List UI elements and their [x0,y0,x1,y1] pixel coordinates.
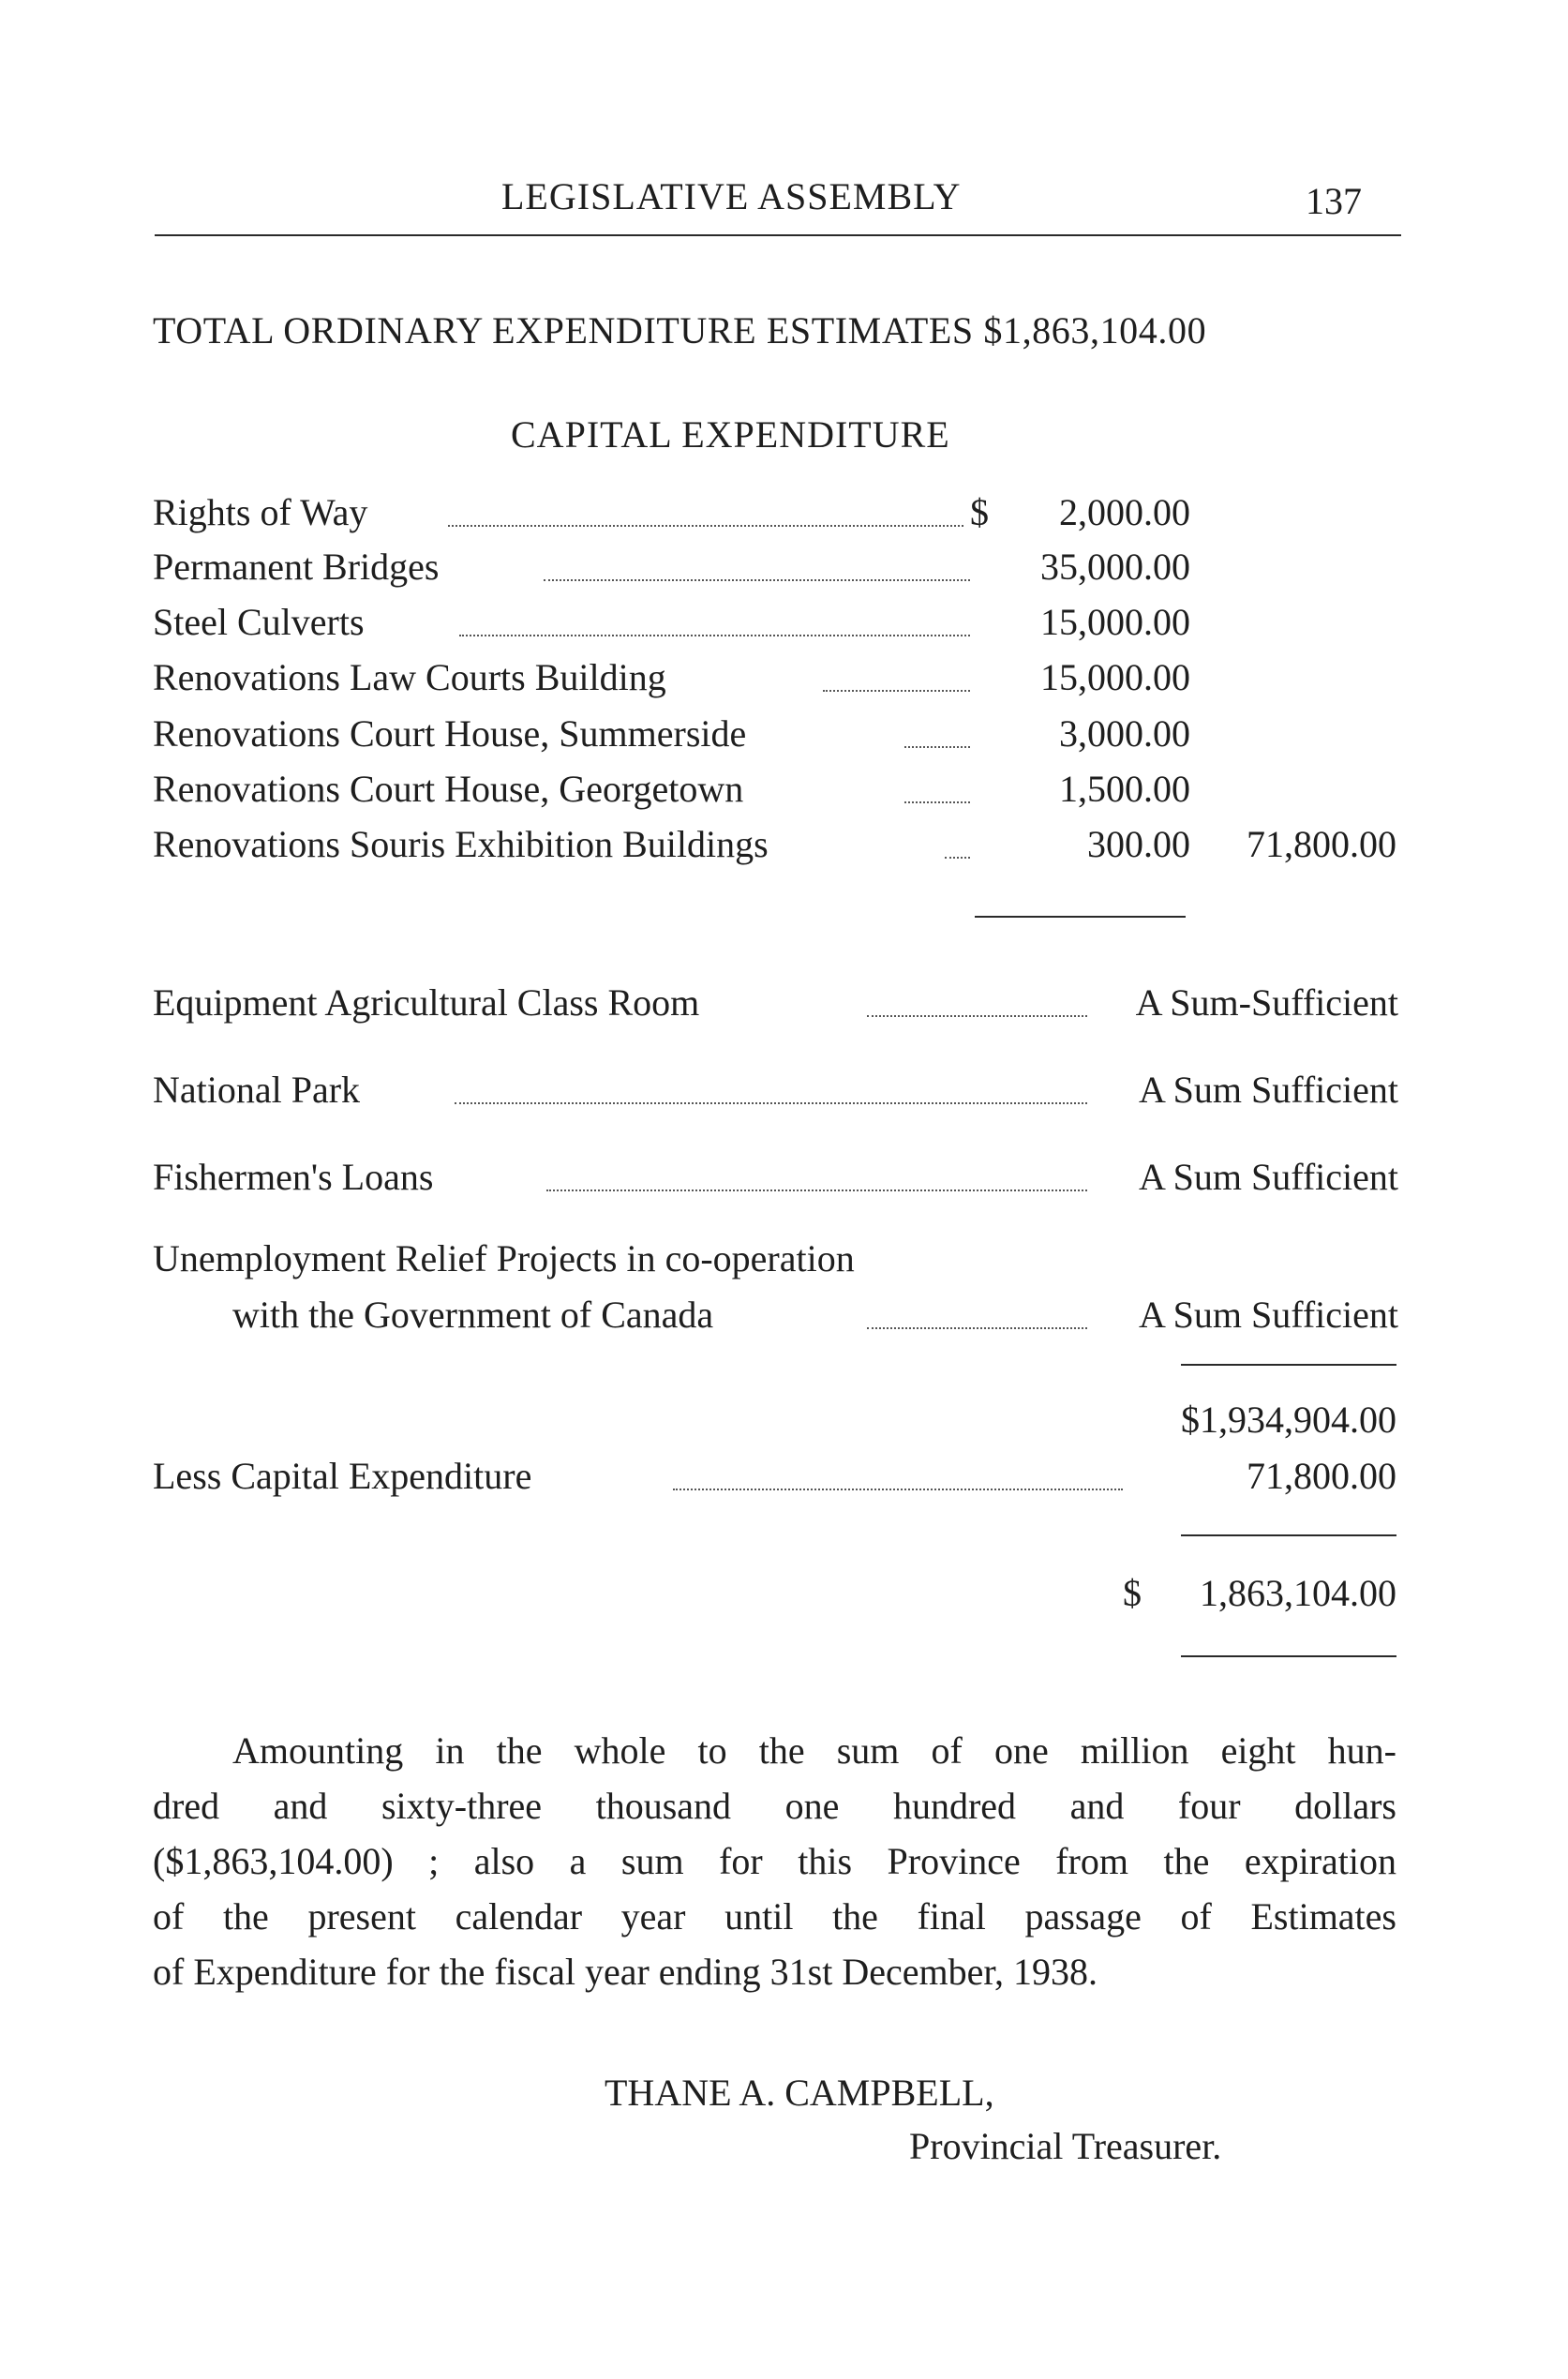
capital-item-label: Renovations Court House, Georgetown [153,768,744,810]
paragraph-line: of Expenditure for the fiscal year ending 31st December, 1938. [153,1951,1098,1993]
net-underline-rule [1181,1655,1396,1657]
gross-rule [1181,1364,1396,1366]
leader-dots [455,1102,1087,1104]
net-dollar-sign: $ [1123,1572,1142,1614]
sum-item-value: A Sum-Sufficient [1135,981,1398,1024]
signatory-name: THANE A. CAMPBELL, [605,2072,994,2114]
capital-item-amount: 35,000.00 [1040,546,1190,588]
leader-dots [904,746,970,748]
paragraph-line: Amounting in the whole to the sum of one million eight hun- [232,1729,1396,1772]
sum-item-label: Unemployment Relief Projects in co-operation [153,1237,855,1279]
capital-item-label: Steel Culverts [153,601,365,643]
capital-item-amount: 2,000.00 [1059,491,1190,533]
paragraph-line: dred and sixty-three thousand one hundred and four dollars [153,1785,1396,1827]
gross-total: $1,934,904.00 [1181,1399,1396,1441]
less-capital-label: Less Capital Expenditure [153,1455,532,1497]
net-rule [1181,1534,1396,1536]
signatory-title: Provincial Treasurer. [909,2125,1222,2167]
less-capital-amount: 71,800.00 [1247,1455,1396,1497]
paragraph-line: ($1,863,104.00) ; also a sum for this Province from the expiration [153,1840,1396,1882]
sum-item-label: Fishermen's Loans [153,1156,434,1198]
page-number: 137 [1306,180,1362,222]
leader-dots [544,579,970,581]
capital-item-amount: 15,000.00 [1040,601,1190,643]
sum-item-label: Equipment Agricultural Class Room [153,981,700,1024]
capital-item-label: Renovations Law Courts Building [153,656,666,698]
paragraph-line: of the present calendar year until the final passage of Estimates [153,1895,1396,1938]
net-total-amount: 1,863,104.00 [1200,1572,1396,1614]
capital-item-label: Renovations Souris Exhibition Buildings [153,823,769,865]
header-rule [155,234,1401,236]
running-header-title: LEGISLATIVE ASSEMBLY [501,175,962,217]
leader-dots [867,1327,1087,1329]
capital-item-amount: 15,000.00 [1040,656,1190,698]
sum-item-value: A Sum Sufficient [1138,1294,1398,1336]
sum-item-value: A Sum Sufficient [1138,1156,1398,1198]
sum-item-label: National Park [153,1069,361,1111]
capital-subtotal-rule [975,916,1186,918]
sum-item-label-continued: with the Government of Canada [232,1294,714,1336]
capital-item-amount: 1,500.00 [1059,768,1190,810]
capital-item-label: Rights of Way [153,491,368,533]
total-ordinary-expenditure: TOTAL ORDINARY EXPENDITURE ESTIMATES $1,863,104.00 [153,309,1207,352]
leader-dots [546,1190,1087,1191]
capital-item-amount: 300.00 [1087,823,1190,865]
appropriation-paragraph [153,1723,1396,1999]
leader-dots [904,801,970,803]
leader-dots [867,1015,1087,1017]
leader-dots [823,690,970,692]
leader-dots [459,635,970,636]
capital-expenditure-heading: CAPITAL EXPENDITURE [511,413,950,456]
capital-item-label: Renovations Court House, Summerside [153,712,747,755]
sum-item-value: A Sum Sufficient [1138,1069,1398,1111]
dollar-sign: $ [970,491,989,533]
leader-dots [673,1489,1123,1490]
leader-dots [448,525,963,527]
capital-total-amount: 71,800.00 [1247,823,1396,865]
leader-dots [945,857,970,859]
capital-item-amount: 3,000.00 [1059,712,1190,755]
capital-item-label: Permanent Bridges [153,546,440,588]
